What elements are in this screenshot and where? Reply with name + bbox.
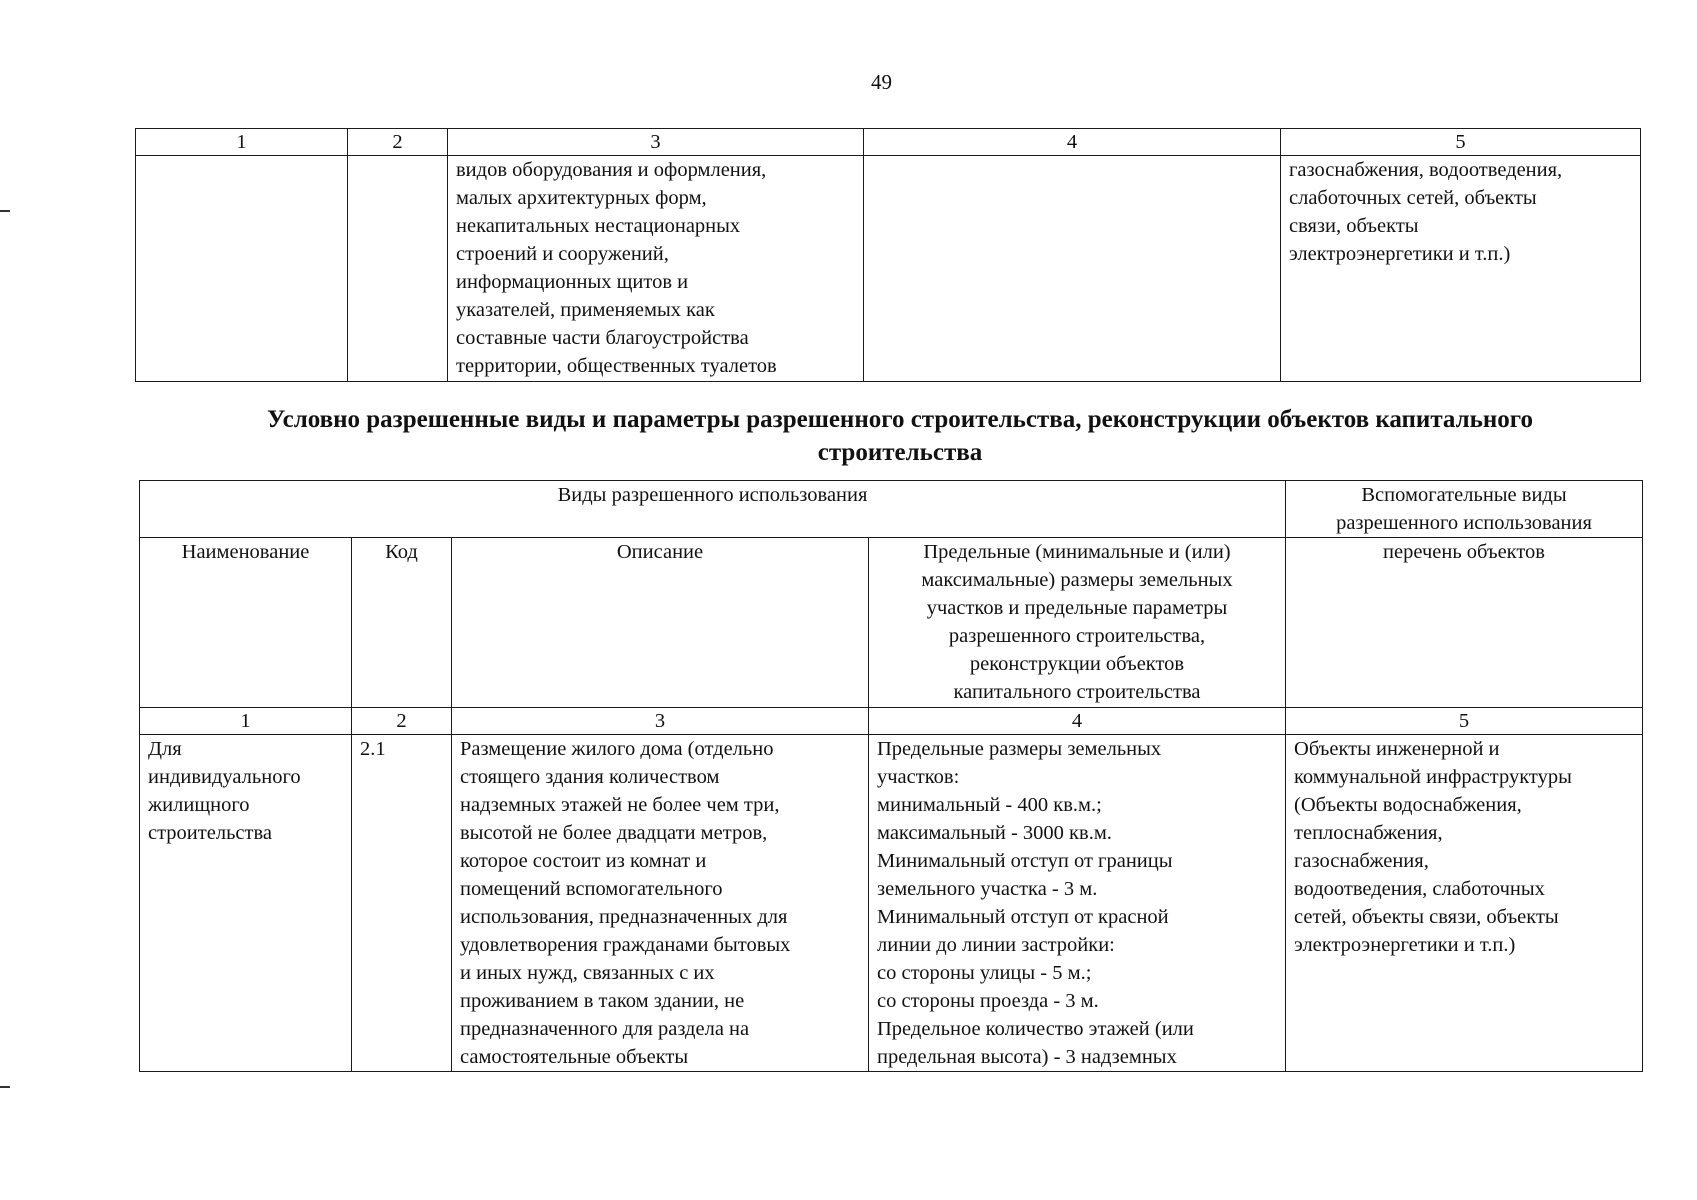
column-number-row	[140, 708, 1643, 735]
column-number: 3	[448, 129, 864, 156]
cell-code: 2.1	[352, 735, 452, 1072]
column-number-row	[136, 129, 1641, 156]
header-parameters: Предельные (минимальные и (или) максимальные) размеры земельных участков и предельные параметры разрешенного строительства, реконструкции объектов капитального строительства	[869, 538, 1286, 708]
column-number: 2	[352, 708, 452, 735]
scan-edge-mark	[0, 1086, 10, 1088]
column-number: 3	[452, 708, 869, 735]
cell-parameters: Предельные размеры земельных участков: минимальный - 400 кв.м.; максимальный - 3000 кв.м. Минимальный отступ от границы земельного участка - 3 м. Минимальный отступ от красной линии до линии застройки: со стороны улицы - 5 м.; со стороны проезда - 3 м. Предельное количество этажей (или предельная высота) - 3 надземных	[869, 735, 1286, 1072]
column-header-row	[140, 538, 1643, 708]
group-header-row	[140, 481, 1643, 538]
cell-code	[348, 156, 448, 382]
cell-auxiliary: газоснабжения, водоотведения, слаботочных сетей, объекты связи, объекты электроэнергетики и т.п.)	[1281, 156, 1641, 382]
table-row	[136, 156, 1641, 382]
cell-name	[136, 156, 348, 382]
column-number: 5	[1281, 129, 1641, 156]
permitted-use-table	[139, 480, 1643, 1072]
column-number: 5	[1286, 708, 1643, 735]
cell-name: Для индивидуального жилищного строительства	[140, 735, 352, 1072]
header-auxiliary: перечень объектов	[1286, 538, 1643, 708]
cell-auxiliary: Объекты инженерной и коммунальной инфраструктуры (Объекты водоснабжения, теплоснабжения, газоснабжения, водоотведения, слаботочных сетей, объекты связи, объекты электроэнергетики и т.п.)	[1286, 735, 1643, 1072]
continuation-table	[135, 128, 1641, 382]
auxiliary-header: Вспомогательные виды разрешенного использования	[1286, 481, 1643, 538]
table-row	[140, 735, 1643, 1072]
column-number: 4	[864, 129, 1281, 156]
column-number: 4	[869, 708, 1286, 735]
cell-description: видов оборудования и оформления, малых архитектурных форм, некапитальных нестационарных строений и сооружений, информационных щитов и указателей, применяемых как составные части благоустройства территории, общественных туалетов	[448, 156, 864, 382]
column-number: 2	[348, 129, 448, 156]
header-name: Наименование	[140, 538, 352, 708]
column-number: 1	[136, 129, 348, 156]
section-title: Условно разрешенные виды и параметры разрешенного строительства, реконструкции объектов капитального строительства	[266, 406, 1534, 466]
header-description: Описание	[452, 538, 869, 708]
column-number: 1	[140, 708, 352, 735]
group-header: Виды разрешенного использования	[140, 481, 1286, 538]
page-number: 49	[871, 70, 892, 94]
cell-description: Размещение жилого дома (отдельно стоящего здания количеством надземных этажей не более чем три, высотой не более двадцати метров, которое состоит из комнат и помещений вспомогательного использования, предназначенных для удовлетворения гражданами бытовых и иных нужд, связанных с их проживанием в таком здании, не предназначенного для раздела на самостоятельные объекты	[452, 735, 869, 1072]
header-code: Код	[352, 538, 452, 708]
cell-parameters	[864, 156, 1281, 382]
scan-edge-mark	[0, 210, 10, 212]
